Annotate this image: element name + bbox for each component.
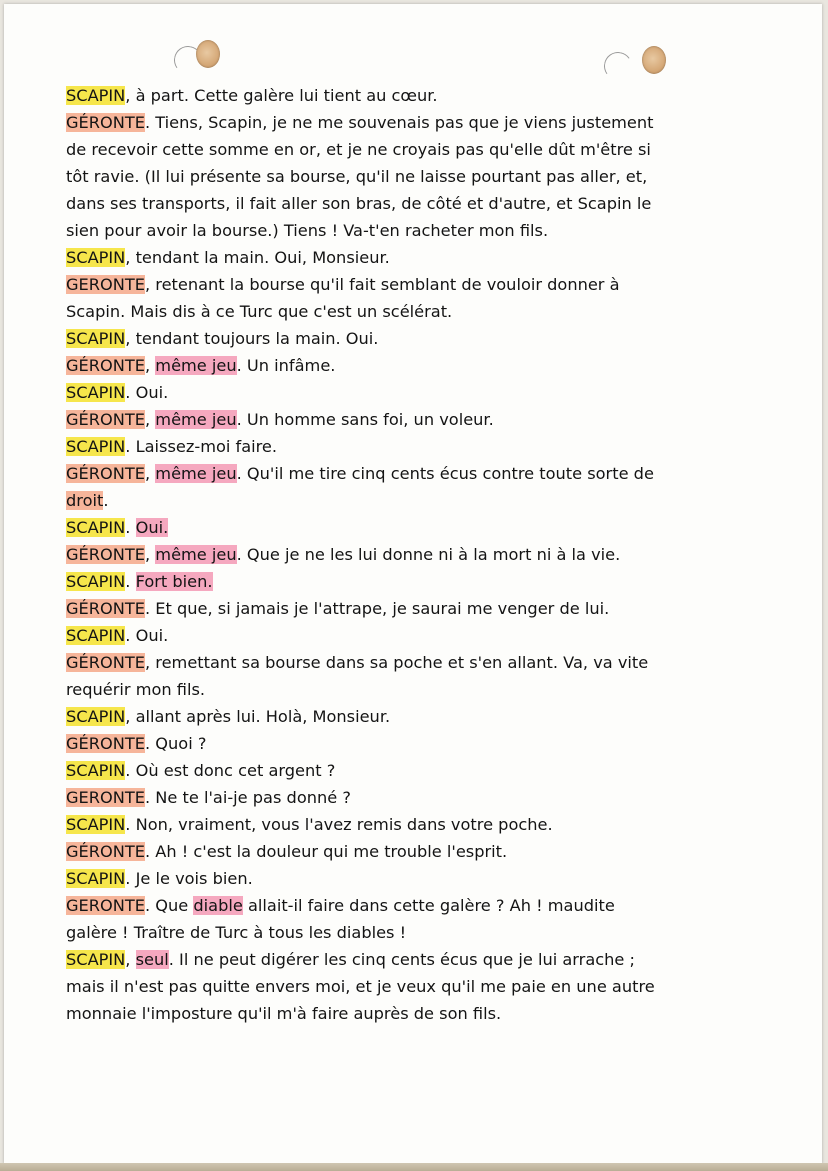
speaker-geronte-highlight: GÉRONTE — [66, 653, 145, 672]
text-line — [66, 865, 756, 892]
text-line — [66, 487, 756, 514]
line-text: . Tiens, Scapin, je ne me souvenais pas que je viens justement — [145, 113, 654, 132]
line-text: . Oui. — [125, 383, 169, 402]
text-line — [66, 244, 756, 271]
text-line — [66, 514, 756, 541]
line-text: . Laissez-moi faire. — [125, 437, 278, 456]
text-line — [66, 946, 756, 973]
speaker-scapin-highlight: SCAPIN — [66, 86, 126, 105]
speaker-scapin-highlight: SCAPIN — [66, 626, 126, 645]
text-line — [66, 379, 756, 406]
text-line — [66, 784, 756, 811]
speaker-geronte-highlight: GERONTE — [66, 896, 145, 915]
text-line — [66, 622, 756, 649]
keyword-highlight: même jeu — [155, 464, 237, 483]
line-text: , à part. Cette galère lui tient au cœur. — [125, 86, 438, 105]
paper-sheet — [4, 4, 822, 1164]
speaker-geronte-highlight: GERONTE — [66, 275, 145, 294]
speaker-scapin-highlight: SCAPIN — [66, 518, 126, 537]
text-line — [66, 595, 756, 622]
line-text: . Ah ! c'est la douleur qui me trouble l'esprit. — [145, 842, 508, 861]
text-line — [66, 298, 756, 325]
speaker-geronte-highlight: GÉRONTE — [66, 545, 145, 564]
text-line — [66, 325, 756, 352]
speaker-scapin-highlight: SCAPIN — [66, 707, 126, 726]
line-text: galère ! Traître de Turc à tous les diables ! — [66, 923, 407, 942]
line-text: . Un homme sans foi, un voleur. — [236, 410, 494, 429]
keyword-highlight: seul — [135, 950, 169, 969]
play-excerpt-text — [66, 82, 756, 1027]
line-text: monnaie l'imposture qu'il m'à faire auprès de son fils. — [66, 1004, 502, 1023]
line-text: . Et que, si jamais je l'attrape, je saurai me venger de lui. — [145, 599, 610, 618]
line-text: , — [145, 464, 156, 483]
line-text: . Que je ne les lui donne ni à la mort ni à la vie. — [236, 545, 621, 564]
line-text: sien pour avoir la bourse.) Tiens ! Va-t'en racheter mon fils. — [66, 221, 549, 240]
speaker-scapin-highlight: SCAPIN — [66, 383, 126, 402]
speaker-scapin-highlight: SCAPIN — [66, 572, 126, 591]
text-line — [66, 541, 756, 568]
text-line — [66, 730, 756, 757]
line-text: . — [125, 572, 136, 591]
line-text: dans ses transports, il fait aller son bras, de côté et d'autre, et Scapin le — [66, 194, 652, 213]
text-line — [66, 82, 756, 109]
speaker-scapin-highlight: SCAPIN — [66, 761, 126, 780]
text-line — [66, 190, 756, 217]
line-text: de recevoir cette somme en or, et je ne croyais pas qu'elle dût m'être si — [66, 140, 651, 159]
line-text: , — [125, 950, 136, 969]
line-text: . Que — [145, 896, 194, 915]
line-text: , allant après lui. Holà, Monsieur. — [125, 707, 391, 726]
speaker-scapin-highlight: SCAPIN — [66, 329, 126, 348]
line-text: , remettant sa bourse dans sa poche et s'en allant. Va, va vite — [145, 653, 649, 672]
text-line — [66, 676, 756, 703]
line-text: . Oui. — [125, 626, 169, 645]
keyword-highlight: Fort bien. — [135, 572, 213, 591]
text-line — [66, 649, 756, 676]
text-line — [66, 973, 756, 1000]
speaker-geronte-highlight: GÉRONTE — [66, 410, 145, 429]
line-text: . Ne te l'ai-je pas donné ? — [145, 788, 351, 807]
speaker-scapin-highlight: SCAPIN — [66, 248, 126, 267]
text-line — [66, 919, 756, 946]
line-text: Scapin. Mais dis à ce Turc que c'est un scélérat. — [66, 302, 453, 321]
text-line — [66, 136, 756, 163]
text-line — [66, 271, 756, 298]
text-line — [66, 757, 756, 784]
line-text: . Je le vois bien. — [125, 869, 253, 888]
line-text: . — [125, 518, 136, 537]
line-text: . Un infâme. — [236, 356, 336, 375]
text-line — [66, 703, 756, 730]
line-text: . Quoi ? — [145, 734, 207, 753]
punch-hole-icon — [196, 40, 220, 68]
line-text: tôt ravie. (Il lui présente sa bourse, qu'il ne laisse pourtant pas aller, et, — [66, 167, 648, 186]
line-text: mais il n'est pas quitte envers moi, et je veux qu'il me paie en une autre — [66, 977, 655, 996]
line-text: , — [145, 356, 156, 375]
line-text: . — [103, 491, 109, 510]
line-text: . Non, vraiment, vous l'avez remis dans votre poche. — [125, 815, 553, 834]
line-text: , tendant la main. Oui, Monsieur. — [125, 248, 390, 267]
text-line — [66, 811, 756, 838]
speaker-scapin-highlight: SCAPIN — [66, 950, 126, 969]
keyword-highlight: même jeu — [155, 356, 237, 375]
text-line — [66, 568, 756, 595]
page-bottom-edge — [0, 1163, 828, 1171]
line-text: . Il ne peut digérer les cinq cents écus que je lui arrache ; — [168, 950, 635, 969]
text-line — [66, 838, 756, 865]
speaker-scapin-highlight: SCAPIN — [66, 437, 126, 456]
keyword-highlight: diable — [193, 896, 243, 915]
line-text: , tendant toujours la main. Oui. — [125, 329, 379, 348]
speaker-geronte-highlight: GÉRONTE — [66, 464, 145, 483]
line-text: . Qu'il me tire cinq cents écus contre toute sorte de — [236, 464, 654, 483]
speaker-geronte-highlight: GÉRONTE — [66, 734, 145, 753]
text-line — [66, 1000, 756, 1027]
line-text: allait-il faire dans cette galère ? Ah ! maudite — [242, 896, 615, 915]
line-text: , — [145, 545, 156, 564]
speaker-scapin-highlight: SCAPIN — [66, 869, 126, 888]
text-line — [66, 352, 756, 379]
keyword-highlight: même jeu — [155, 410, 237, 429]
keyword-highlight: même jeu — [155, 545, 237, 564]
line-text: requérir mon fils. — [66, 680, 206, 699]
text-line — [66, 406, 756, 433]
line-text: . Où est donc cet argent ? — [125, 761, 336, 780]
text-line — [66, 109, 756, 136]
speaker-scapin-highlight: SCAPIN — [66, 815, 126, 834]
hole-reinforcement-arc-right — [602, 50, 634, 82]
speaker-geronte-highlight: GÉRONTE — [66, 113, 145, 132]
text-line — [66, 433, 756, 460]
text-line — [66, 217, 756, 244]
keyword-highlight: Oui. — [135, 518, 169, 537]
text-line — [66, 460, 756, 487]
speaker-geronte-highlight: GÉRONTE — [66, 842, 145, 861]
line-text: , retenant la bourse qu'il fait semblant de vouloir donner à — [145, 275, 620, 294]
text-line — [66, 892, 756, 919]
speaker-geronte-highlight: GÉRONTE — [66, 356, 145, 375]
speaker-geronte-highlight: droit — [66, 491, 104, 510]
line-text: , — [145, 410, 156, 429]
punch-hole-icon — [642, 46, 666, 74]
speaker-geronte-highlight: GÉRONTE — [66, 599, 145, 618]
speaker-geronte-highlight: GERONTE — [66, 788, 145, 807]
text-line — [66, 163, 756, 190]
